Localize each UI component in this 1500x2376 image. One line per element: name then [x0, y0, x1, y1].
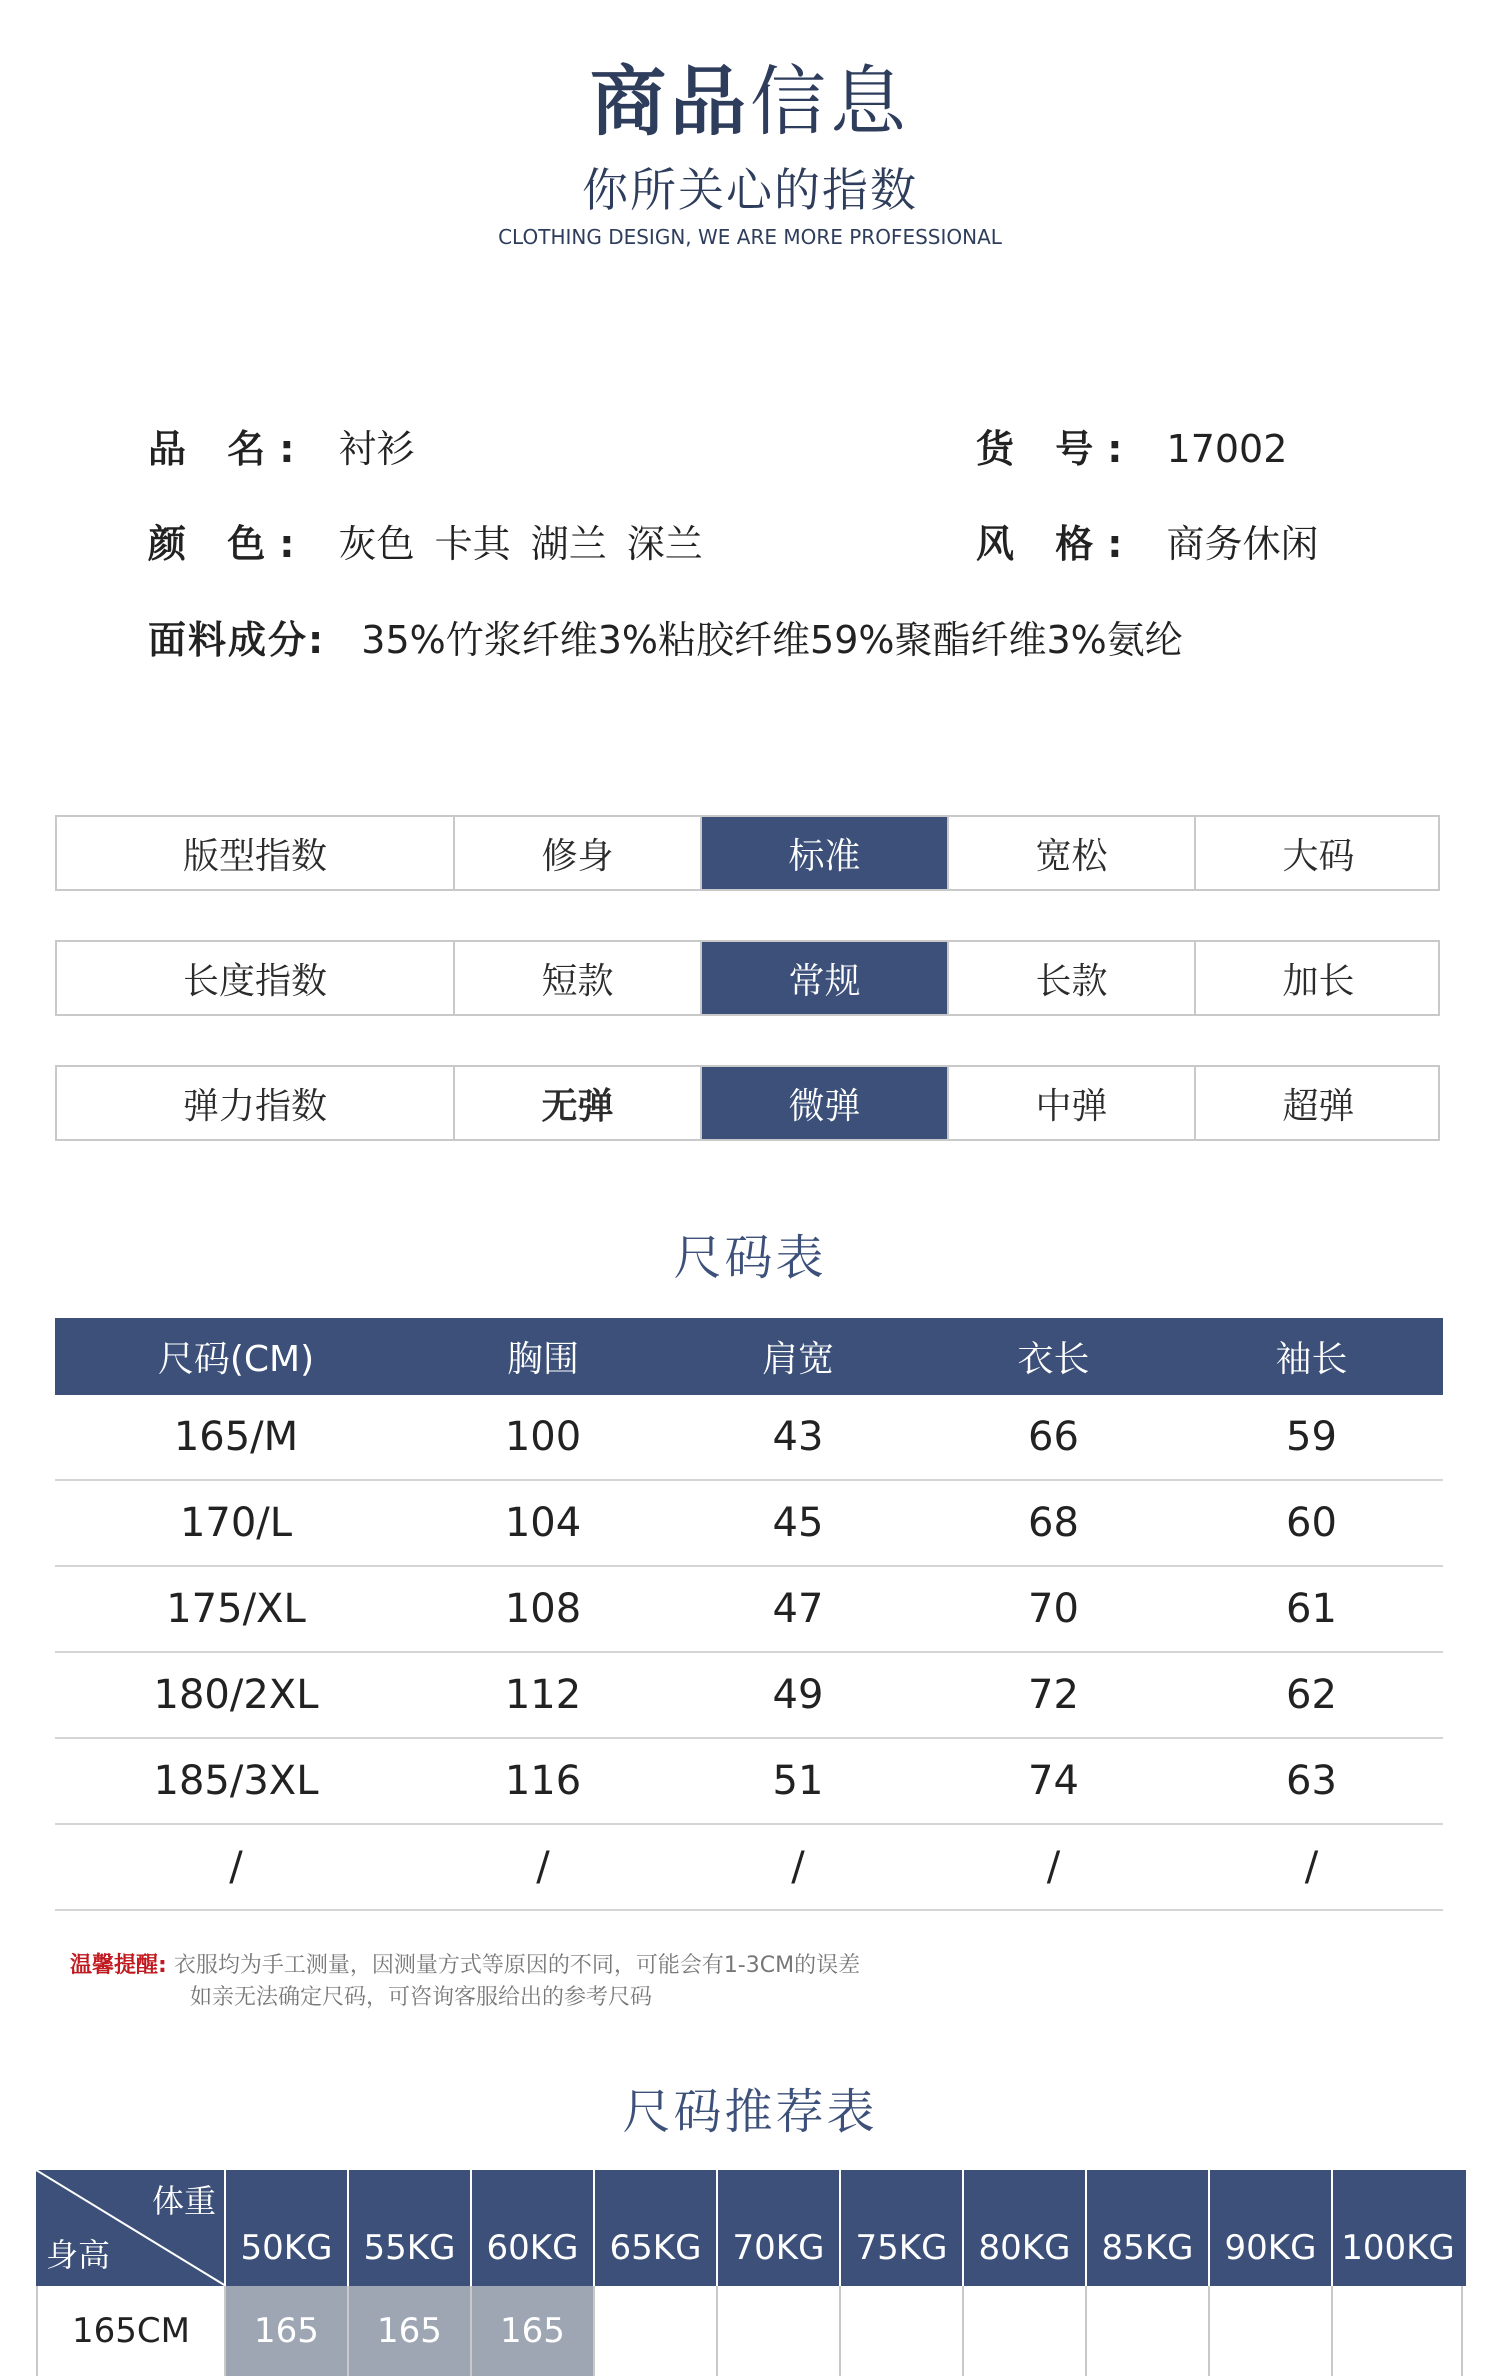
table-row [55, 1825, 1443, 1911]
info-color [148, 519, 703, 569]
cell-chest: 104 [504, 1500, 582, 1546]
size-header-shoulder: 肩宽 [761, 1339, 834, 1380]
cell-sleeve: 60 [1286, 1500, 1337, 1546]
cell-length: 68 [1028, 1500, 1079, 1546]
cell-shoulder: 43 [772, 1414, 824, 1460]
notice-label: 温馨提醒: [70, 1953, 167, 1978]
weight-header: 75KG [841, 2170, 964, 2286]
recommend-cell [964, 2286, 1087, 2376]
recommend-table-title: 尺码推荐表 [622, 2084, 878, 2140]
info-code-value: 17002 [1166, 427, 1288, 471]
weight-header: 80KG [964, 2170, 1087, 2286]
cell-sleeve: 63 [1286, 1758, 1337, 1804]
weight-header: 60KG [472, 2170, 595, 2286]
notice-line1: 衣服均为手工测量，因测量方式等原因的不同，可能会有1-3CM的误差 [173, 1953, 861, 1978]
recommend-cell: 165 [226, 2286, 349, 2376]
table-row [55, 1567, 1443, 1653]
fit-index-label: 版型指数 [182, 835, 327, 877]
length-option-regular: 常规 [700, 942, 947, 1014]
info-style [976, 519, 1319, 569]
recommend-row [36, 2286, 1466, 2376]
info-name-value: 衬衫 [338, 427, 415, 471]
table-row [55, 1481, 1443, 1567]
title-light: 信息 [750, 57, 910, 146]
info-style-value: 商务休闲 [1166, 522, 1319, 566]
corner-height-label: 身高 [46, 2236, 111, 2274]
size-header-sleeve: 袖长 [1275, 1339, 1348, 1380]
cell-size: 180/2XL [153, 1672, 319, 1718]
cell-sleeve: 61 [1286, 1586, 1337, 1632]
weight-header: 65KG [595, 2170, 718, 2286]
stretch-option-medium: 中弹 [947, 1067, 1194, 1139]
recommend-cell [718, 2286, 841, 2376]
cell-length: / [1046, 1844, 1061, 1890]
weight-header: 70KG [718, 2170, 841, 2286]
fit-option-plus: 大码 [1194, 817, 1441, 889]
recommend-cell [841, 2286, 964, 2376]
height-cell: 165CM [38, 2286, 226, 2376]
cell-size: 165/M [173, 1414, 299, 1460]
size-table-header [55, 1318, 1443, 1395]
length-option-extra-long: 加长 [1194, 942, 1441, 1014]
cell-shoulder: / [791, 1844, 805, 1890]
info-style-label: 风 格: [976, 522, 1137, 566]
length-index-row [55, 940, 1440, 1016]
cell-chest: 116 [504, 1758, 582, 1804]
stretch-option-super: 超弹 [1194, 1067, 1441, 1139]
cell-shoulder: 47 [772, 1586, 824, 1632]
size-header-size: 尺码(CM) [157, 1339, 315, 1380]
size-header-chest: 胸围 [506, 1339, 579, 1380]
recommend-cell: 165 [349, 2286, 472, 2376]
cell-size: / [229, 1844, 243, 1890]
fit-index-row [55, 815, 1440, 891]
cell-length: 70 [1028, 1586, 1079, 1632]
recommend-cell [1087, 2286, 1210, 2376]
info-fabric [148, 615, 1183, 665]
weight-header: 50KG [226, 2170, 349, 2286]
cell-sleeve: 62 [1286, 1672, 1337, 1718]
fit-option-standard: 标准 [700, 817, 947, 889]
cell-length: 74 [1028, 1758, 1079, 1804]
weight-header: 85KG [1087, 2170, 1210, 2286]
info-color-value: 灰色 卡其 湖兰 深兰 [338, 522, 703, 566]
size-table [55, 1318, 1443, 1911]
cell-size: 185/3XL [153, 1758, 319, 1804]
cell-size: 175/XL [166, 1586, 306, 1632]
cell-sleeve: / [1304, 1844, 1319, 1890]
cell-chest: / [536, 1844, 550, 1890]
recommend-cell [595, 2286, 718, 2376]
size-header-length: 衣长 [1017, 1339, 1090, 1380]
corner-weight-label: 体重 [151, 2182, 216, 2220]
cell-size: 170/L [179, 1500, 293, 1546]
cell-length: 66 [1028, 1414, 1079, 1460]
weight-header: 55KG [349, 2170, 472, 2286]
weight-header: 90KG [1210, 2170, 1333, 2286]
stretch-index-label: 弹力指数 [182, 1085, 327, 1127]
stretch-index-row [55, 1065, 1440, 1141]
length-option-long: 长款 [947, 942, 1194, 1014]
cell-chest: 112 [504, 1672, 582, 1718]
fit-option-slim: 修身 [453, 817, 700, 889]
recommend-cell: 165 [472, 2286, 595, 2376]
info-code-label: 货 号: [976, 427, 1137, 471]
table-row [55, 1739, 1443, 1825]
size-table-title: 尺码表 [673, 1230, 827, 1286]
info-code [976, 424, 1287, 474]
weight-header: 100KG [1341, 2228, 1455, 2268]
title-bold: 商品 [590, 57, 750, 146]
info-name-label: 品 名: [148, 427, 309, 471]
length-option-short: 短款 [453, 942, 700, 1014]
stretch-option-none: 无弹 [453, 1067, 700, 1139]
page-subtitle: 你所关心的指数 [582, 163, 918, 217]
info-name [148, 424, 415, 474]
measurement-notice [70, 1950, 860, 2014]
cell-chest: 108 [504, 1586, 582, 1632]
recommend-header [36, 2170, 1466, 2286]
page-title [0, 52, 1500, 152]
cell-shoulder: 45 [772, 1500, 824, 1546]
stretch-option-slight: 微弹 [700, 1067, 947, 1139]
recommend-cell [1210, 2286, 1333, 2376]
fit-option-loose: 宽松 [947, 817, 1194, 889]
length-index-label: 长度指数 [182, 960, 327, 1002]
cell-chest: 100 [504, 1414, 582, 1460]
page-slogan: CLOTHING DESIGN, WE ARE MORE PROFESSIONAL [498, 225, 1002, 249]
cell-sleeve: 59 [1286, 1414, 1337, 1460]
recommend-table [36, 2170, 1466, 2376]
table-row [55, 1653, 1443, 1739]
recommend-corner [36, 2170, 226, 2286]
table-row [55, 1395, 1443, 1481]
cell-length: 72 [1028, 1672, 1079, 1718]
cell-shoulder: 51 [772, 1758, 824, 1804]
notice-line2: 如亲无法确定尺码，可咨询客服给出的参考尺码 [190, 1985, 653, 2010]
info-color-label: 颜 色: [148, 522, 309, 566]
cell-shoulder: 49 [772, 1672, 824, 1718]
info-fabric-label: 面料成分: [148, 618, 326, 662]
info-fabric-value: 35%竹浆纤维3%粘胶纤维59%聚酯纤维3%氨纶 [361, 618, 1183, 662]
recommend-cell [1333, 2286, 1463, 2376]
